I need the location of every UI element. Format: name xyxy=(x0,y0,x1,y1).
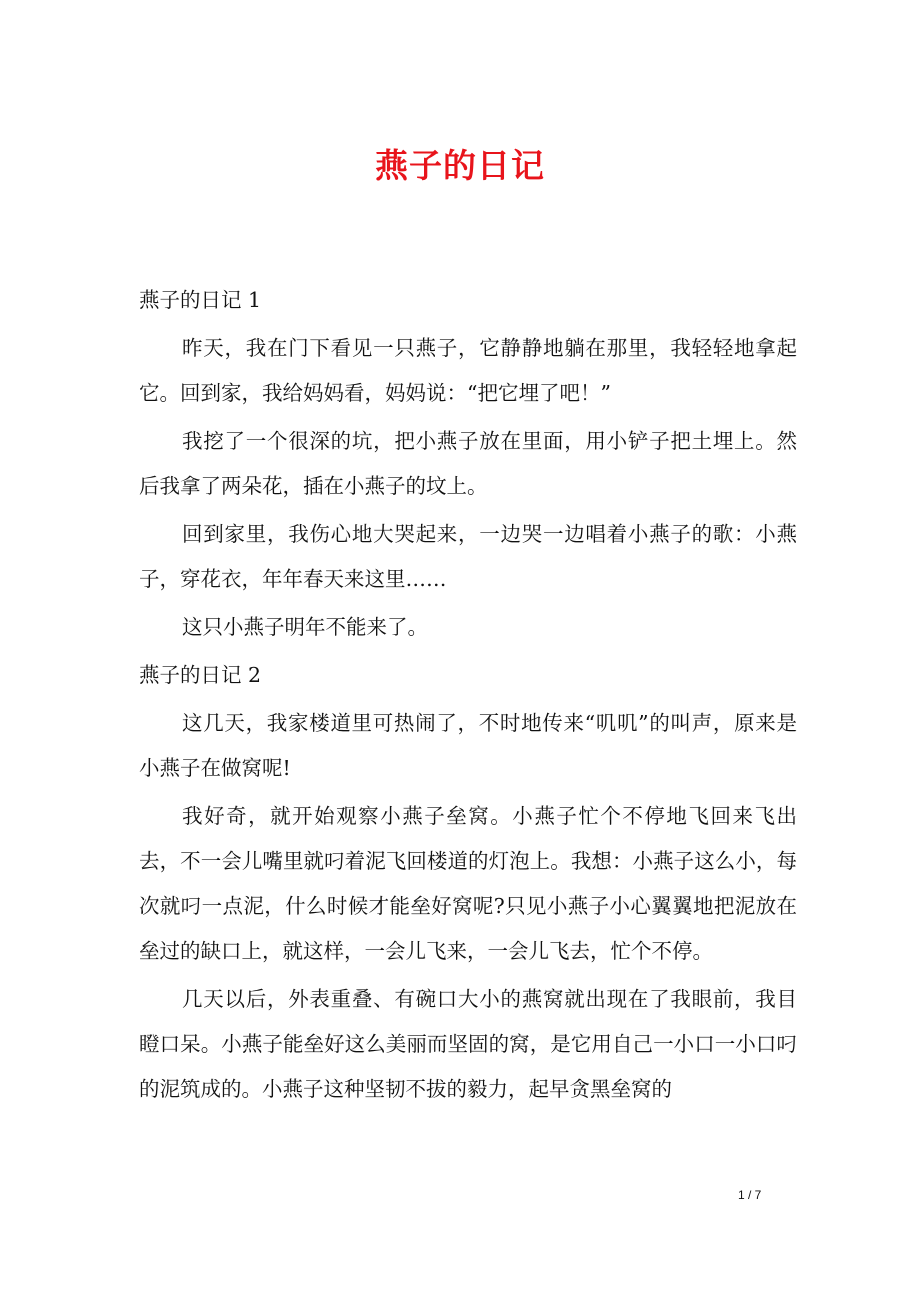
paragraph: 我好奇，就开始观察小燕子垒窝。小燕子忙个不停地飞回来飞出去，不一会儿嘴里就叼着泥飞回楼道的灯泡上。我想：小燕子这么小，每次就叼一点泥，什么时候才能垒好窝呢?只见小燕子小心翼翼地把泥放在垒过的缺口上，就这样，一会儿飞来，一会儿飞去，忙个不停。 xyxy=(139,804,797,963)
section-heading: 燕子的日记 2 xyxy=(139,663,262,687)
paragraph: 这几天，我家楼道里可热闹了，不时地传来“叽叽”的叫声，原来是小燕子在做窝呢! xyxy=(139,711,797,780)
document-body xyxy=(139,278,797,1115)
paragraph: 昨天，我在门下看见一只燕子，它静静地躺在那里，我轻轻地拿起它。回到家，我给妈妈看，妈妈说：“把它埋了吧！” xyxy=(139,336,797,405)
section-heading: 燕子的日记 1 xyxy=(139,288,262,312)
paragraph: 我挖了一个很深的坑，把小燕子放在里面，用小铲子把土埋上。然后我拿了两朵花，插在小燕子的坟上。 xyxy=(139,429,797,498)
paragraph: 这只小燕子明年不能来了。 xyxy=(182,615,429,639)
paragraph: 回到家里，我伤心地大哭起来，一边哭一边唱着小燕子的歌：小燕子，穿花衣，年年春天来这里…… xyxy=(139,522,797,591)
page-title: 燕子的日记 xyxy=(375,146,545,185)
paragraph: 几天以后，外表重叠、有碗口大小的燕窝就出现在了我眼前，我目瞪口呆。小燕子能垒好这么美丽而坚固的窝，是它用自己一小口一小口叼的泥筑成的。小燕子这种坚韧不拔的毅力，起早贪黑垒窝的 xyxy=(139,987,797,1101)
page-number: 1 / 7 xyxy=(738,1188,762,1202)
